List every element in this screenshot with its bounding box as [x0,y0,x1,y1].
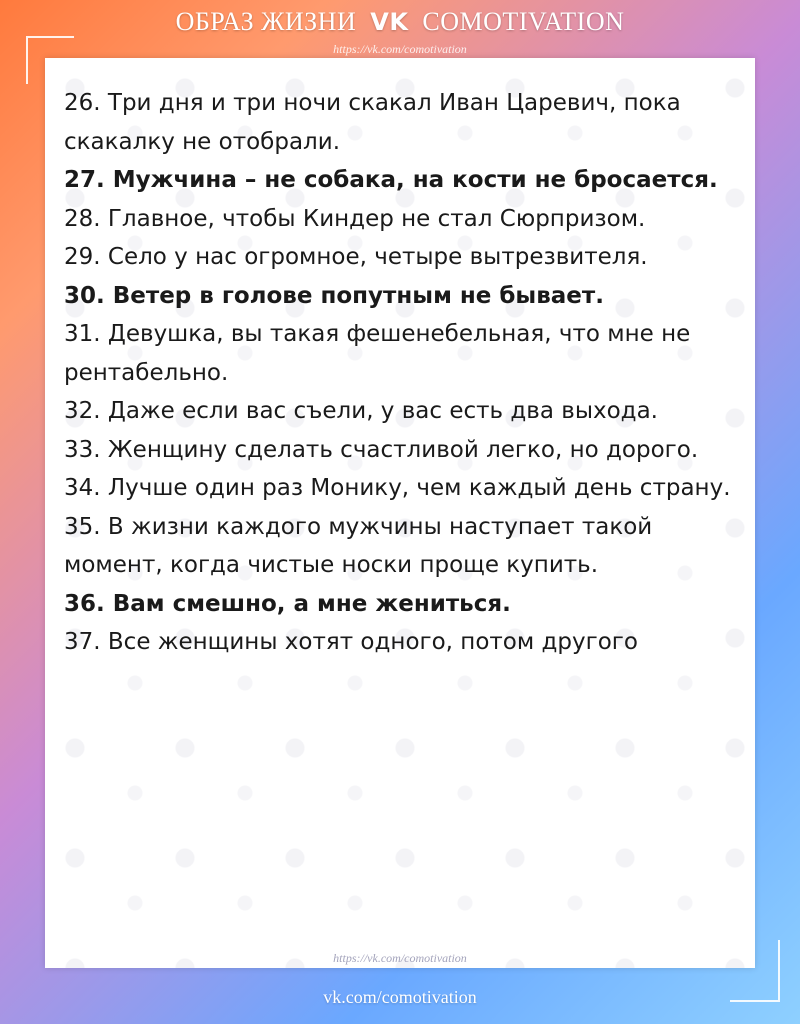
joke-item: 28. Главное, чтобы Киндер не стал Сюрпризом. [64,205,646,232]
joke-item: 32. Даже если вас съели, у вас есть два выхода. [64,398,658,424]
joke-item-highlighted: 36. Вам смешно, а мне жениться. [64,590,511,617]
joke-item: 33. Женщину сделать счастливой легко, но дорого. [64,436,699,463]
joke-item: 35. В жизни каждого мужчины наступает такой момент, когда чистые носки проще купить. [64,513,653,578]
joke-item-highlighted: 30. Ветер в голове попутным не бывает. [64,282,604,309]
joke-item: 31. Девушка, вы такая фешенебельная, что мне не рентабельно. [64,321,691,386]
vk-logo-icon: VK [370,8,409,36]
brand-left-text: ОБРАЗ ЖИЗНИ [175,7,357,36]
joke-item: 26. Три дня и три ночи скакал Иван Царевич, пока скакалку не отобрали. [64,90,681,155]
brand-right-text: COMOTIVATION [422,7,625,36]
joke-item: 34. Лучше один раз Монику, чем каждый день страну. [64,475,731,501]
footer-url[interactable]: vk.com/comotivation [323,987,477,1007]
joke-item: 37. Все женщины хотят одного, потом другого [64,629,638,655]
header-watermark: https://vk.com/comotivation [333,42,467,56]
joke-list [64,84,734,662]
joke-item-highlighted: 27. Мужчина – не собака, на кости не бросается. [64,167,718,193]
footer-watermark: https://vk.com/comotivation [333,951,467,965]
brand-header [0,4,800,40]
joke-item: 29. Село у нас огромное, четыре вытрезвителя. [64,244,648,270]
